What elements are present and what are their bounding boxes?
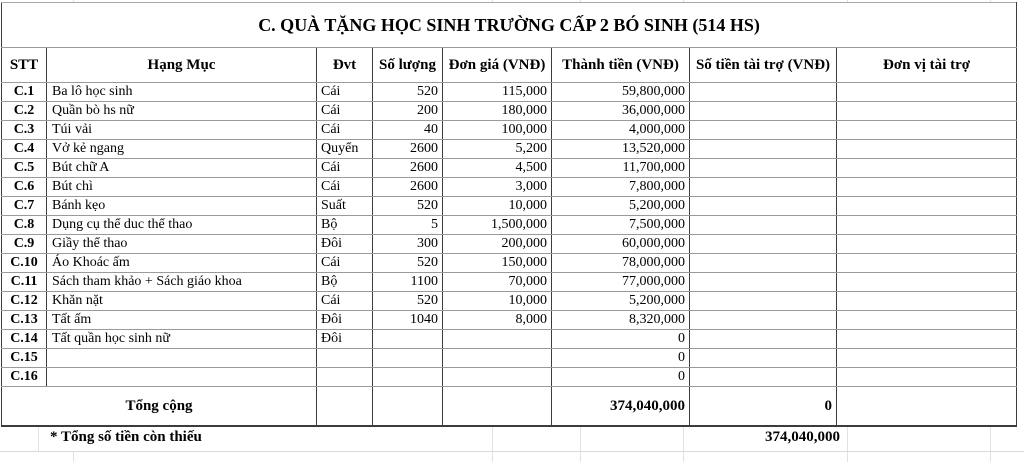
total-amount: 374,040,000 xyxy=(552,387,690,427)
cell-unit: Cái xyxy=(317,178,373,197)
cell-stt: C.7 xyxy=(2,197,47,216)
cell-sponsor xyxy=(837,330,1017,349)
table-row xyxy=(2,140,1017,159)
cell-amount: 5,200,000 xyxy=(552,292,690,311)
table-row xyxy=(2,330,1017,349)
table-row xyxy=(2,216,1017,235)
cell-sponsor-amount xyxy=(690,216,837,235)
cell-stt: C.8 xyxy=(2,216,47,235)
cell-item: Ba lô học sinh xyxy=(47,83,317,102)
cell-sponsor xyxy=(837,102,1017,121)
col-header-stt: STT xyxy=(2,48,47,83)
col-header-unit-price: Đơn giá (VNĐ) xyxy=(443,48,552,83)
cell-stt: C.16 xyxy=(2,368,47,387)
cell-sponsor-amount xyxy=(690,102,837,121)
cell-sponsor-amount xyxy=(690,83,837,102)
shortfall-row xyxy=(0,427,1024,452)
table-row xyxy=(2,368,1017,387)
cell-stt: C.1 xyxy=(2,83,47,102)
gridline xyxy=(683,0,684,2)
cell-sponsor-amount xyxy=(690,368,837,387)
cell-quantity: 1040 xyxy=(373,311,443,330)
cell-sponsor-amount xyxy=(690,330,837,349)
gridline xyxy=(580,452,581,462)
cell-item: Tất ấm xyxy=(47,311,317,330)
gridline xyxy=(683,452,684,462)
col-header-sponsor-amount: Số tiền tài trợ (VNĐ) xyxy=(690,48,837,83)
shortfall-amount: 374,040,000 xyxy=(765,429,840,445)
table-header-row xyxy=(2,48,1017,83)
cell-amount: 77,000,000 xyxy=(552,273,690,292)
cell-quantity: 520 xyxy=(373,83,443,102)
sheet-gridlines-top xyxy=(0,0,1024,2)
cell-amount: 7,800,000 xyxy=(552,178,690,197)
cell-stt: C.10 xyxy=(2,254,47,273)
cell-quantity xyxy=(373,387,443,427)
gridline xyxy=(990,427,991,451)
col-header-quantity: Số lượng xyxy=(373,48,443,83)
cell-unit-price: 8,000 xyxy=(443,311,552,330)
cell-unit-price: 115,000 xyxy=(443,83,552,102)
cell-unit: Quyển xyxy=(317,140,373,159)
cell-stt: C.6 xyxy=(2,178,47,197)
cell-item: Túi vải xyxy=(47,121,317,140)
gridline xyxy=(38,427,39,451)
cell-stt: C.3 xyxy=(2,121,47,140)
cell-unit: Cái xyxy=(317,254,373,273)
cell-quantity: 520 xyxy=(373,254,443,273)
cell-stt: C.15 xyxy=(2,349,47,368)
cell-unit-price xyxy=(443,330,552,349)
cell-sponsor xyxy=(837,197,1017,216)
cell-sponsor xyxy=(837,178,1017,197)
cell-stt: C.14 xyxy=(2,330,47,349)
cell-item: Tất quần học sinh nữ xyxy=(47,330,317,349)
cell-amount: 4,000,000 xyxy=(552,121,690,140)
cell-amount: 60,000,000 xyxy=(552,235,690,254)
cell-amount: 0 xyxy=(552,330,690,349)
cell-item: Giầy thể thao xyxy=(47,235,317,254)
gridline xyxy=(847,452,848,462)
table-title-row xyxy=(2,3,1017,48)
cell-sponsor-amount xyxy=(690,178,837,197)
cell-quantity: 300 xyxy=(373,235,443,254)
cell-item: Khăn nặt xyxy=(47,292,317,311)
cell-unit: Đôi xyxy=(317,311,373,330)
cell-item xyxy=(47,368,317,387)
cell-unit: Cái xyxy=(317,121,373,140)
col-header-item: Hạng Mục xyxy=(47,48,317,83)
cell-sponsor xyxy=(837,292,1017,311)
cell-unit: Đôi xyxy=(317,235,373,254)
cell-sponsor-amount xyxy=(690,349,837,368)
cell-unit-price: 4,500 xyxy=(443,159,552,178)
cell-amount: 0 xyxy=(552,368,690,387)
cell-unit-price: 150,000 xyxy=(443,254,552,273)
table-row xyxy=(2,83,1017,102)
gridline xyxy=(492,0,493,2)
cell-quantity: 40 xyxy=(373,121,443,140)
cell-unit: Đôi xyxy=(317,330,373,349)
cell-unit-price: 100,000 xyxy=(443,121,552,140)
cell-sponsor xyxy=(837,387,1017,427)
cell-unit-price: 3,000 xyxy=(443,178,552,197)
table-row xyxy=(2,197,1017,216)
cell-sponsor xyxy=(837,368,1017,387)
cell-stt: C.11 xyxy=(2,273,47,292)
cell-sponsor-amount xyxy=(690,140,837,159)
cell-sponsor-amount xyxy=(690,235,837,254)
cell-unit-price: 70,000 xyxy=(443,273,552,292)
cell-quantity: 520 xyxy=(373,292,443,311)
cell-sponsor xyxy=(837,254,1017,273)
cell-unit xyxy=(317,349,373,368)
col-header-sponsor: Đơn vị tài trợ xyxy=(837,48,1017,83)
gridline xyxy=(73,0,74,2)
gridline xyxy=(492,427,493,451)
col-header-amount: Thành tiền (VNĐ) xyxy=(552,48,690,83)
table-row xyxy=(2,121,1017,140)
cell-sponsor xyxy=(837,83,1017,102)
cell-item: Dụng cụ thể duc thể thao xyxy=(47,216,317,235)
page-title: C. QUÀ TẶNG HỌC SINH TRƯỜNG CẤP 2 BÓ SINH (514 HS) xyxy=(2,3,1017,48)
gridline xyxy=(990,0,991,2)
cell-sponsor xyxy=(837,273,1017,292)
cell-item: Quần bò hs nữ xyxy=(47,102,317,121)
cell-amount: 7,500,000 xyxy=(552,216,690,235)
cell-sponsor xyxy=(837,140,1017,159)
cell-quantity: 2600 xyxy=(373,178,443,197)
cell-sponsor xyxy=(837,216,1017,235)
cell-unit-price: 180,000 xyxy=(443,102,552,121)
cell-quantity: 2600 xyxy=(373,140,443,159)
total-row xyxy=(2,387,1017,427)
cell-unit: Cái xyxy=(317,83,373,102)
cell-unit: Bộ xyxy=(317,273,373,292)
cell-amount: 8,320,000 xyxy=(552,311,690,330)
cell-stt: C.13 xyxy=(2,311,47,330)
gridline xyxy=(847,0,848,2)
col-header-unit: Đvt xyxy=(317,48,373,83)
cell-unit-price: 200,000 xyxy=(443,235,552,254)
cell-stt: C.12 xyxy=(2,292,47,311)
cell-item: Áo Khoác ấm xyxy=(47,254,317,273)
cell-quantity: 2600 xyxy=(373,159,443,178)
gridline xyxy=(492,452,493,462)
shortfall-label: * Tổng số tiền còn thiếu xyxy=(50,429,202,445)
cell-sponsor-amount xyxy=(690,273,837,292)
cell-stt: C.4 xyxy=(2,140,47,159)
cell-unit: Cái xyxy=(317,292,373,311)
cell-amount: 5,200,000 xyxy=(552,197,690,216)
cell-unit-price: 10,000 xyxy=(443,197,552,216)
cell-amount: 78,000,000 xyxy=(552,254,690,273)
cell-unit: Cái xyxy=(317,159,373,178)
cell-stt: C.2 xyxy=(2,102,47,121)
table-row xyxy=(2,159,1017,178)
cell-unit-price: 10,000 xyxy=(443,292,552,311)
gift-table xyxy=(1,2,1017,427)
cell-unit: Suất xyxy=(317,197,373,216)
cell-quantity: 200 xyxy=(373,102,443,121)
cell-unit: Cái xyxy=(317,102,373,121)
cell-sponsor xyxy=(837,121,1017,140)
cell-quantity: 5 xyxy=(373,216,443,235)
cell-sponsor-amount xyxy=(690,311,837,330)
cell-quantity: 1100 xyxy=(373,273,443,292)
cell-item xyxy=(47,349,317,368)
table-row xyxy=(2,349,1017,368)
table-row xyxy=(2,102,1017,121)
cell-unit-price: 1,500,000 xyxy=(443,216,552,235)
cell-unit xyxy=(317,368,373,387)
cell-unit-price: 5,200 xyxy=(443,140,552,159)
cell-amount: 11,700,000 xyxy=(552,159,690,178)
table-row xyxy=(2,254,1017,273)
cell-unit-price xyxy=(443,349,552,368)
cell-quantity xyxy=(373,330,443,349)
cell-stt: C.9 xyxy=(2,235,47,254)
sheet-gridlines-bottom xyxy=(0,452,1024,462)
cell-amount: 36,000,000 xyxy=(552,102,690,121)
cell-sponsor xyxy=(837,311,1017,330)
cell-amount: 13,520,000 xyxy=(552,140,690,159)
total-label: Tổng cộng xyxy=(2,387,317,427)
cell-sponsor-amount xyxy=(690,197,837,216)
cell-amount: 59,800,000 xyxy=(552,83,690,102)
table-row xyxy=(2,273,1017,292)
sponsor-total-amount: 0 xyxy=(690,387,837,427)
cell-item: Vở kẻ ngang xyxy=(47,140,317,159)
cell-item: Bánh kẹo xyxy=(47,197,317,216)
cell-amount: 0 xyxy=(552,349,690,368)
cell-quantity xyxy=(373,349,443,368)
cell-quantity xyxy=(373,368,443,387)
cell-sponsor-amount xyxy=(690,254,837,273)
cell-item: Bút chì xyxy=(47,178,317,197)
gridline xyxy=(580,427,581,451)
cell-item: Sách tham khảo + Sách giáo khoa xyxy=(47,273,317,292)
cell-stt: C.5 xyxy=(2,159,47,178)
table-row xyxy=(2,178,1017,197)
cell-sponsor-amount xyxy=(690,121,837,140)
cell-sponsor xyxy=(837,235,1017,254)
cell-quantity: 520 xyxy=(373,197,443,216)
table-row xyxy=(2,235,1017,254)
gridline xyxy=(990,452,991,462)
cell-unit-price xyxy=(443,368,552,387)
gridline xyxy=(847,427,848,451)
gridline xyxy=(580,0,581,2)
cell-sponsor xyxy=(837,349,1017,368)
table-row xyxy=(2,311,1017,330)
table-row xyxy=(2,292,1017,311)
cell-item: Bút chữ A xyxy=(47,159,317,178)
cell-unit: Bộ xyxy=(317,216,373,235)
cell-sponsor-amount xyxy=(690,292,837,311)
gridline xyxy=(683,427,684,451)
cell-sponsor xyxy=(837,159,1017,178)
cell-unit xyxy=(317,387,373,427)
cell-unit-price xyxy=(443,387,552,427)
gridline xyxy=(73,452,74,462)
cell-sponsor-amount xyxy=(690,159,837,178)
